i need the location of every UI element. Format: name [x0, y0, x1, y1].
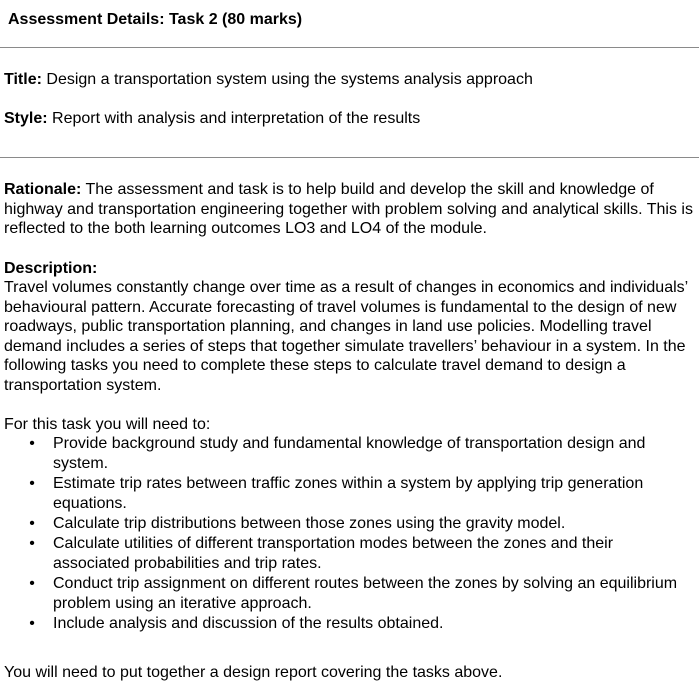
list-item-text: Provide background study and fundamental knowledge of transportation design and system. — [53, 435, 646, 472]
style-label: Style: — [4, 110, 48, 127]
rationale-label: Rationale: — [4, 181, 82, 198]
divider — [0, 157, 699, 158]
rationale-paragraph — [4, 180, 696, 239]
bullet-icon: • — [29, 575, 35, 592]
list-item — [0, 514, 689, 534]
divider — [0, 47, 699, 48]
list-item — [0, 534, 689, 574]
list-item — [0, 574, 689, 614]
list-item-text: Estimate trip rates between traffic zones within a system by applying trip generation equations. — [53, 475, 644, 512]
task-intro: For this task you will need to: — [4, 416, 211, 433]
list-item-text: Include analysis and discussion of the results obtained. — [53, 615, 444, 632]
list-item-text: Calculate utilities of different transportation modes between the zones and their associated probabilities and trip rates. — [53, 535, 614, 572]
list-item — [0, 434, 689, 474]
bullet-icon: • — [29, 475, 35, 492]
title-label: Title: — [4, 71, 42, 88]
bullet-icon: • — [29, 535, 35, 552]
bullet-icon: • — [29, 515, 35, 532]
rationale-text: The assessment and task is to help build and develop the skill and knowledge of highway and transportation engineering together with problem solving and analytical skills. This is reflected to the both learning outcomes LO3 and LO4 of the module. — [4, 181, 693, 237]
description-label: Description: — [4, 260, 98, 277]
style-text: Report with analysis and interpretation of the results — [52, 110, 421, 127]
assessment-heading: Assessment Details: Task 2 (80 marks) — [8, 11, 303, 28]
list-item-text: Conduct trip assignment on different routes between the zones by solving an equilibrium problem using an iterative approach. — [53, 575, 678, 612]
style-line — [4, 109, 420, 128]
list-item — [0, 474, 689, 514]
bullet-icon: • — [29, 615, 35, 632]
title-text: Design a transportation system using the systems analysis approach — [46, 71, 533, 88]
list-item-text: Calculate trip distributions between those zones using the gravity model. — [53, 515, 566, 532]
description-text: Travel volumes constantly change over time as a result of changes in economics and individuals’ behavioural pattern. Accurate forecasting of travel volumes is fundamental to the design of new roadways, public transportation planning, and changes in land use policies. Modelling travel demand includes a series of steps that together simulate travellers’ behaviour in a system. In the following tasks you need to complete these steps to calculate travel demand to design a transportation system. — [4, 279, 688, 394]
closing-note: You will need to put together a design report covering the tasks above. — [4, 664, 503, 681]
title-line — [4, 70, 533, 89]
list-item — [0, 614, 689, 634]
bullet-icon: • — [29, 435, 35, 452]
task-list — [0, 434, 699, 634]
